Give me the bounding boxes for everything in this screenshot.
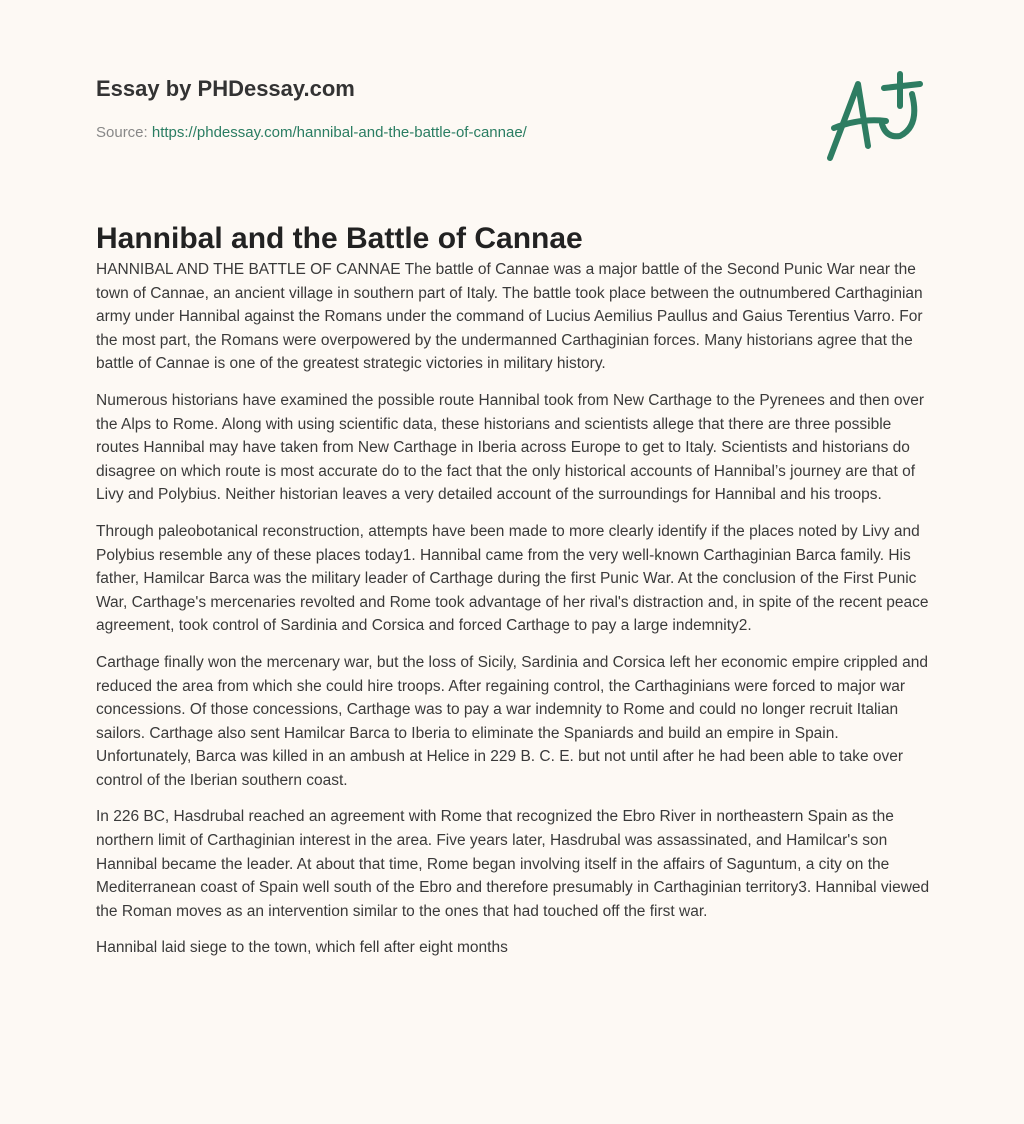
paragraph: Through paleobotanical reconstruction, attempts have been made to more clearly identify if the places noted by Livy and Polybius resemble any of these places today1. Hannibal came from the very well-known Carthaginian Barca family. His father, Hamilcar Barca was the military leader of Carthage during the first Punic War. At the conclusion of the First Punic War, Carthage's mercenaries revolted and Rome took advantage of her rival's distraction and, in spite of the recent peace agreement, took control of Sardinia and Corsica and forced Carthage to pay a large indemnity2. [96,522,929,635]
source-label: Source: [96,124,148,141]
source-link[interactable]: https://phdessay.com/hannibal-and-the-battle-of-cannae/ [151,124,527,141]
essay-body [96,258,932,973]
a-plus-logo-icon [820,66,930,166]
source-line [96,124,527,141]
paragraph: HANNIBAL AND THE BATTLE OF CANNAE The battle of Cannae was a major battle of the Second Punic War near the town of Cannae, an ancient village in southern part of Italy. The battle took place between the outnumbered Carthaginian army under Hannibal against the Romans under the command of Lucius Aemilius Paullus and Gaius Terentius Varro. For the most part, the Romans were overpowered by the undermanned Carthaginian forces. Many historians agree that the battle of Cannae is one of the greatest strategic victories in military history. [96,261,923,373]
site-brand: Essay by PHDessay.com [96,76,355,101]
paragraph: Carthage finally won the mercenary war, but the loss of Sicily, Sardinia and Corsica left her economic empire crippled and reduced the area from which she could hire troops. After regaining control, the Carthaginians were forced to major war concessions. Of those concessions, Carthage was to pay a war indemnity to Rome and could no longer recruit Italian sailors. Carthage also sent Hamilcar Barca to Iberia to eliminate the Spaniards and build an empire in Spain. Unfortunately, Barca was killed in an ambush at Helice in 229 B. C. E. but not until after he had been able to take over control of the Iberian southern coast. [96,653,928,789]
essay-title: Hannibal and the Battle of Cannae [96,222,583,255]
paragraph: Numerous historians have examined the possible route Hannibal took from New Carthage to the Pyrenees and then over the Alps to Rome. Along with using scientific data, these historians and scientists allege that there are three possible routes Hannibal may have taken from New Carthage in Iberia across Europe to get to Italy. Scientists and historians do disagree on which route is most accurate do to the fact that the only historical accounts of Hannibal’s journey are that of Livy and Polybius. Neither historian leaves a very detailed account of the surroundings for Hannibal and his troops. [96,391,924,504]
paragraph: In 226 BC, Hasdrubal reached an agreement with Rome that recognized the Ebro River in northeastern Spain as the northern limit of Carthaginian interest in the area. Five years later, Hasdrubal was assassinated, and Hamilcar's son Hannibal became the leader. At about that time, Rome began involving itself in the affairs of Saguntum, a city on the Mediterranean coast of Spain well south of the Ebro and therefore presumably in Carthaginian territory3. Hannibal viewed the Roman moves as an intervention similar to the ones that had touched off the first war. [96,808,930,920]
paragraph: Hannibal laid siege to the town, which fell after eight months [96,939,508,957]
